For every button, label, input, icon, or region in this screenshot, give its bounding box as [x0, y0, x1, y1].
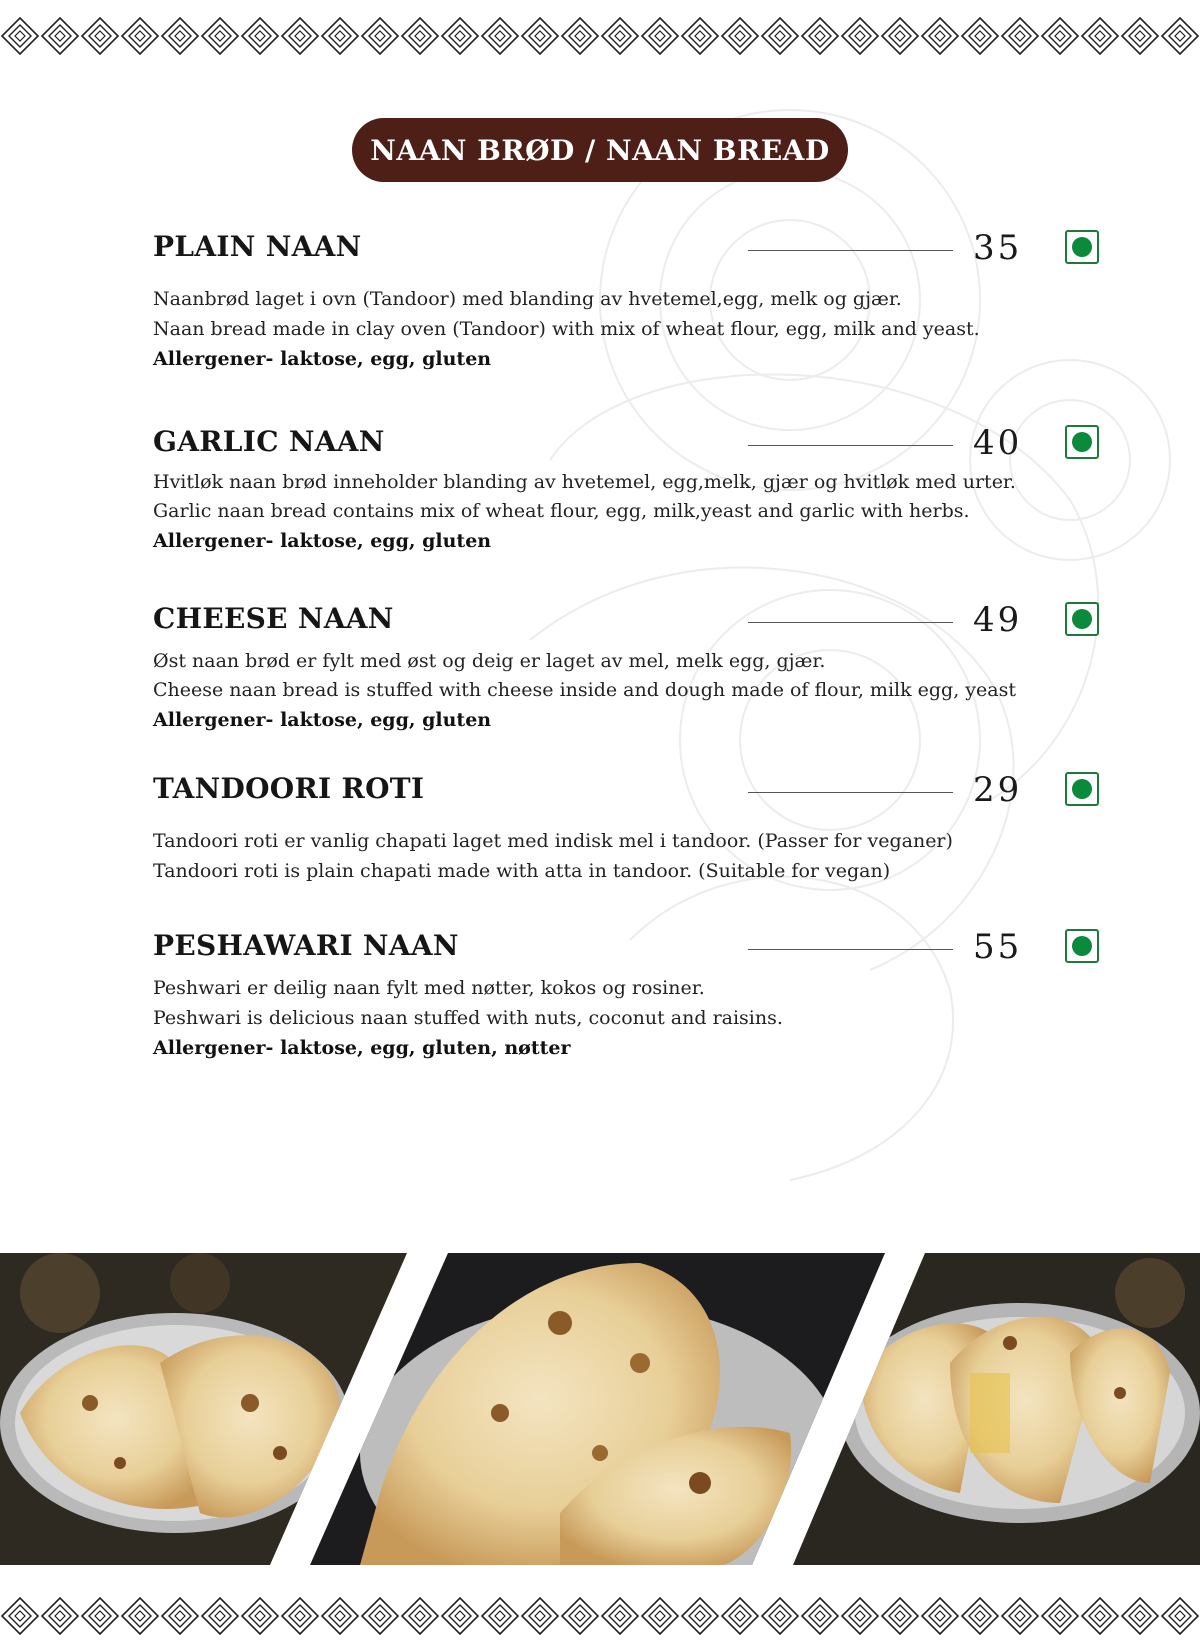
item-description-en: Tandoori roti is plain chapati made with atta in tandoor. (Suitable for vegan) — [153, 860, 891, 882]
item-name: TANDOORI ROTI — [153, 772, 425, 805]
section-title-banner — [352, 118, 848, 182]
item-description-en: Naan bread made in clay oven (Tandoor) with mix of wheat flour, egg, milk and yeast. — [153, 318, 980, 340]
price-leader-line — [748, 622, 953, 623]
item-price: 49 — [973, 600, 1023, 640]
item-description-en: Garlic naan bread contains mix of wheat flour, egg, milk,yeast and garlic with herbs. — [153, 500, 970, 522]
photo-naan-closeup — [300, 1253, 900, 1565]
item-price: 35 — [973, 228, 1023, 268]
item-allergens: Allergener- laktose, egg, gluten — [153, 348, 492, 370]
price-leader-line — [748, 445, 953, 446]
item-description-no: Naanbrød laget i ovn (Tandoor) med blanding av hvetemel,egg, melk og gjær. — [153, 288, 902, 310]
item-description-no: Hvitløk naan brød inneholder blanding av hvetemel, egg,melk, gjær og hvitløk med urter. — [153, 471, 1016, 493]
veg-symbol-icon — [1065, 602, 1099, 636]
bottom-diamond-border — [0, 1594, 1200, 1638]
item-allergens: Allergener- laktose, egg, gluten — [153, 530, 492, 552]
veg-symbol-icon — [1065, 230, 1099, 264]
item-description-no: Øst naan brød er fylt med øst og deig er laget av mel, melk egg, gjær. — [153, 650, 826, 672]
section-title: NAAN BRØD / NAAN BREAD — [370, 133, 830, 167]
item-description-en: Cheese naan bread is stuffed with cheese inside and dough made of flour, milk egg, yeast — [153, 679, 1016, 701]
price-leader-line — [748, 250, 953, 251]
item-description-no: Peshwari er deilig naan fylt med nøtter, kokos og rosiner. — [153, 977, 705, 999]
item-price: 29 — [973, 770, 1023, 810]
item-name: CHEESE NAAN — [153, 602, 394, 635]
veg-symbol-icon — [1065, 772, 1099, 806]
item-name: PLAIN NAAN — [153, 230, 362, 263]
item-description-no: Tandoori roti er vanlig chapati laget med indisk mel i tandoor. (Passer for veganer) — [153, 830, 953, 852]
item-price: 40 — [973, 423, 1023, 463]
item-allergens: Allergener- laktose, egg, gluten — [153, 709, 492, 731]
veg-symbol-icon — [1065, 929, 1099, 963]
item-description-en: Peshwari is delicious naan stuffed with nuts, coconut and raisins. — [153, 1007, 783, 1029]
item-price: 55 — [973, 927, 1023, 967]
item-name: GARLIC NAAN — [153, 425, 385, 458]
price-leader-line — [748, 949, 953, 950]
item-name: PESHAWARI NAAN — [153, 929, 459, 962]
item-allergens: Allergener- laktose, egg, gluten, nøtter — [153, 1037, 571, 1059]
veg-symbol-icon — [1065, 425, 1099, 459]
top-diamond-border — [0, 14, 1200, 58]
price-leader-line — [748, 792, 953, 793]
naan-photo-strip — [0, 1253, 1200, 1565]
